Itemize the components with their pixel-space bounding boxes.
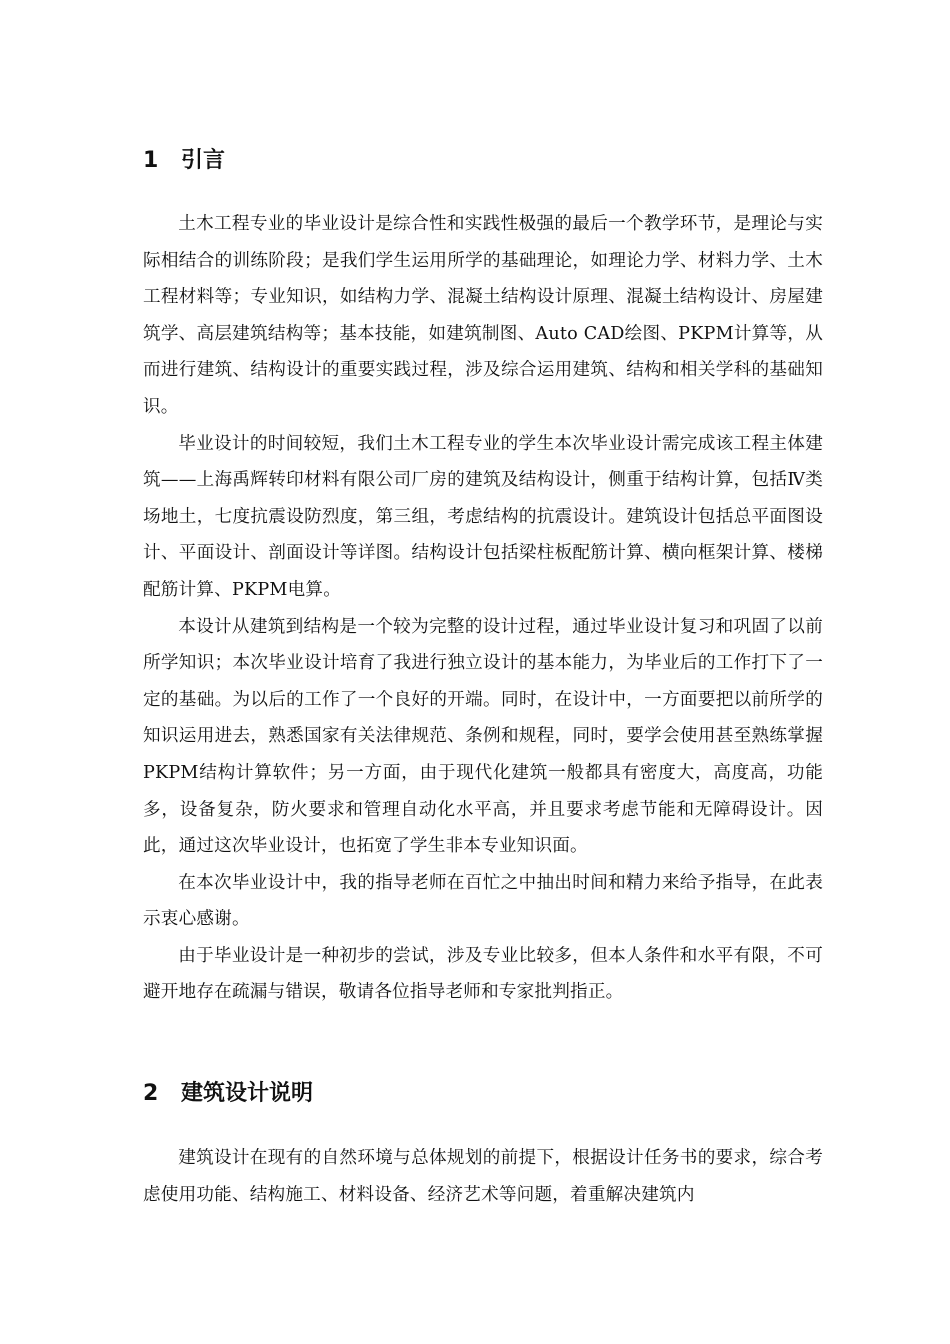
section-2-title: 建筑设计说明 xyxy=(181,1081,314,1106)
section-2-body xyxy=(143,1140,823,1213)
paragraph: 建筑设计在现有的自然环境与总体规划的前提下，根据设计任务书的要求，综合考虑使用功能、结构施工、材料设备、经济艺术等问题，着重解决建筑内 xyxy=(143,1148,823,1205)
paragraph: 在本次毕业设计中，我的指导老师在百忙之中抽出时间和精力来给予指导，在此表示衷心感谢。 xyxy=(143,872,823,930)
paragraph: 由于毕业设计是一种初步的尝试，涉及专业比较多，但本人条件和水平有限，不可避开地存在疏漏与错误，敬请各位指导老师和专家批判指正。 xyxy=(143,945,823,1003)
section-1-body xyxy=(143,206,823,1011)
section-1-title: 引言 xyxy=(181,148,226,173)
section-2-number: 2 xyxy=(143,1081,159,1106)
section-1-number: 1 xyxy=(143,148,159,173)
paragraph: 本设计从建筑到结构是一个较为完整的设计过程，通过毕业设计复习和巩固了以前所学知识；本次毕业设计培育了我进行独立设计的基本能力，为毕业后的工作打下了一定的基础。为以后的工作了一个良好的开端。同时，在设计中，一方面要把以前所学的知识运用进去，熟悉国家有关法律规范、条例和规程，同时，要学会使用甚至熟练掌握PKPM结构计算软件；另一方面，由于现代化建筑一般都具有密度大，高度高，功能多，设备复杂，防火要求和管理自动化水平高，并且要求考虑节能和无障碍设计。因此，通过这次毕业设计，也拓宽了学生非本专业知识面。 xyxy=(143,616,823,857)
paragraph: 毕业设计的时间较短，我们土木工程专业的学生本次毕业设计需完成该工程主体建筑——上海禹辉转印材料有限公司厂房的建筑及结构设计，侧重于结构计算，包括Ⅳ类场地土，七度抗震设防烈度，第三组，考虑结构的抗震设计。建筑设计包括总平面图设计、平面设计、剖面设计等详图。结构设计包括梁柱板配筋计算、横向框架计算、楼梯配筋计算、PKPM电算。 xyxy=(143,433,823,600)
section-1-heading xyxy=(143,147,225,175)
paragraph: 土木工程专业的毕业设计是综合性和实践性极强的最后一个教学环节，是理论与实际相结合的训练阶段；是我们学生运用所学的基础理论，如理论力学、材料力学、土木工程材料等；专业知识，如结构力学、混凝土结构设计原理、混凝土结构设计、房屋建筑学、高层建筑结构等；基本技能，如建筑制图、Auto CAD绘图、PKPM计算等，从而进行建筑、结构设计的重要实践过程，涉及综合运用建筑、结构和相关学科的基础知识。 xyxy=(143,214,823,417)
section-2-heading xyxy=(143,1080,313,1108)
